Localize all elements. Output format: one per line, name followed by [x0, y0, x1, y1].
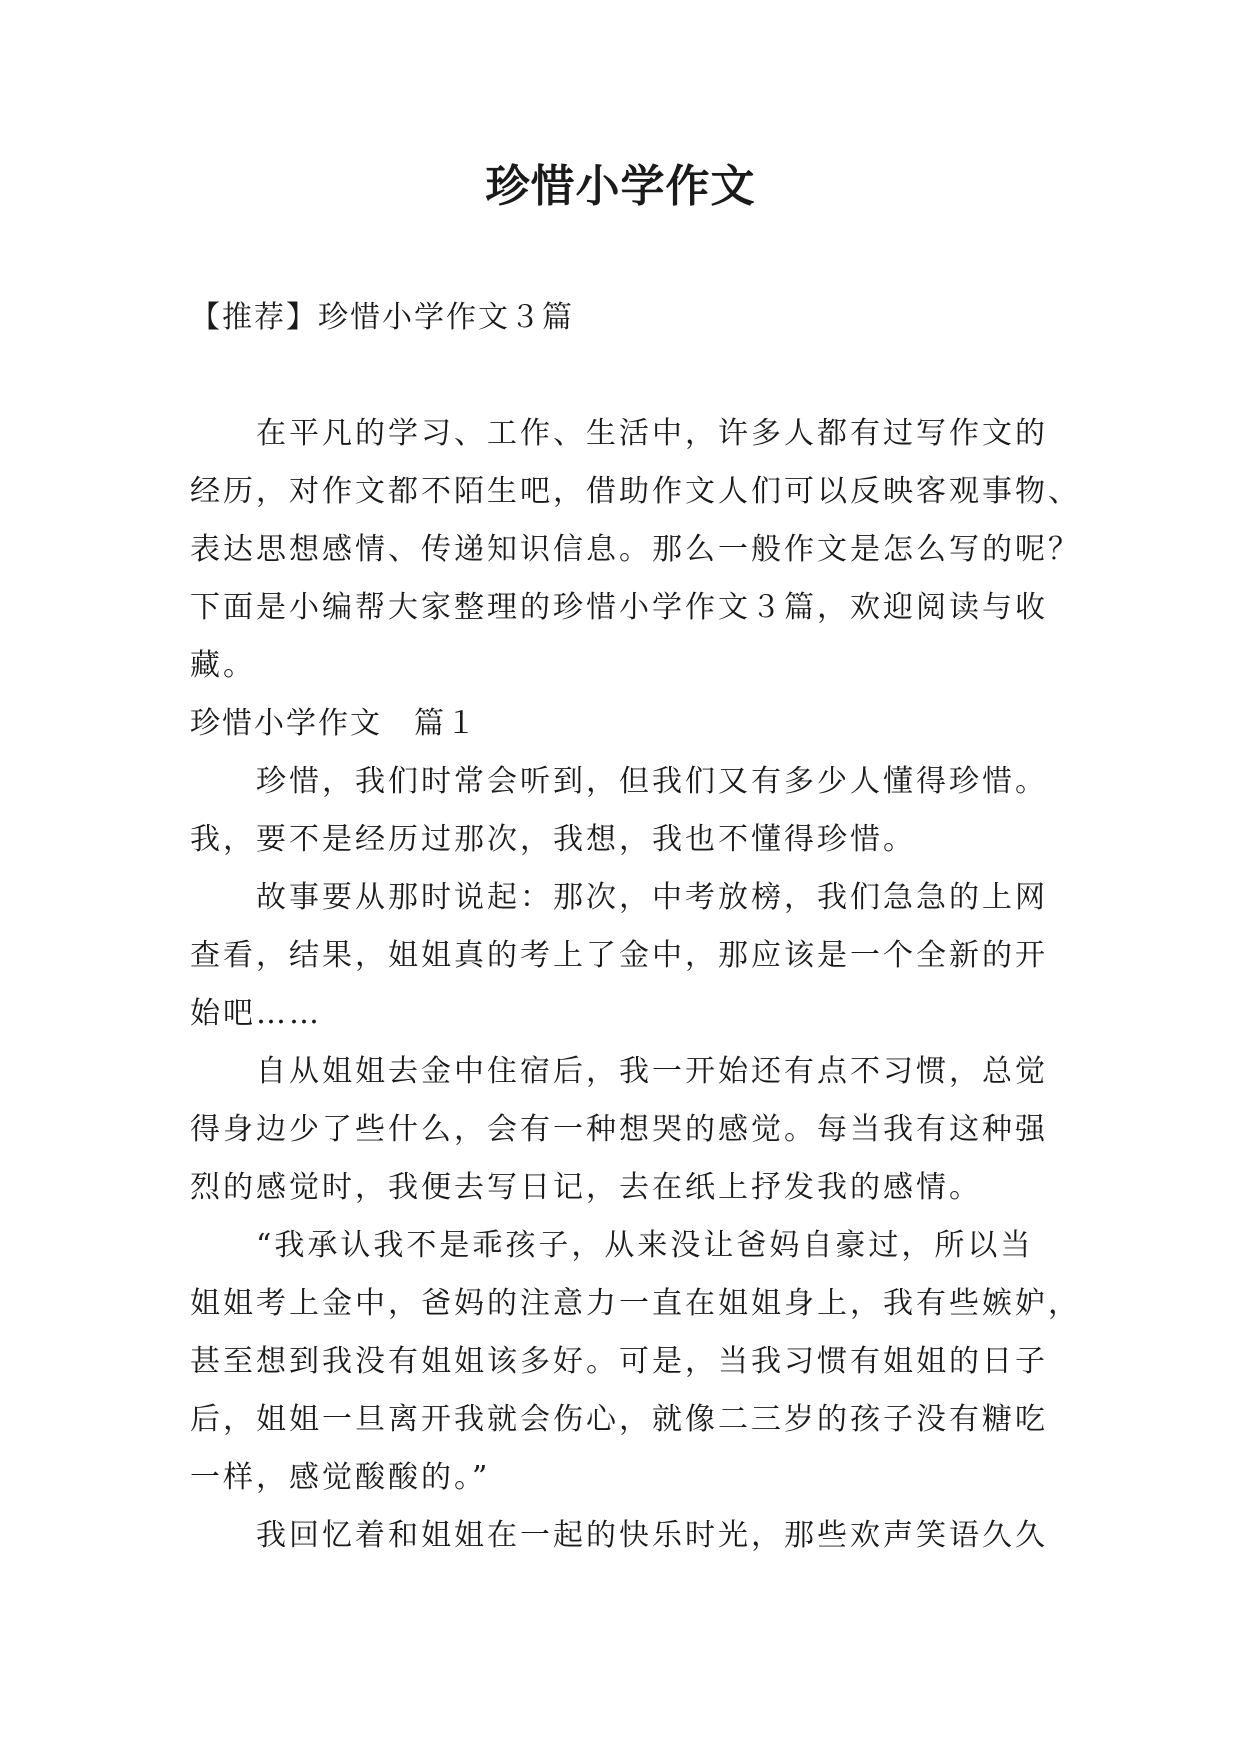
text-line: 珍惜，我们时常会听到，但我们又有多少人懂得珍惜。 [256, 764, 1048, 799]
text-line: 一样，感觉酸酸的。” [190, 1460, 491, 1495]
text-line: 得身边少了些什么，会有一种想哭的感觉。每当我有这种强 [190, 1112, 1048, 1147]
text-line: 烈的感觉时，我便去写日记，去在纸上抒发我的感情。 [190, 1170, 982, 1205]
text-line: 在平凡的学习、工作、生活中，许多人都有过写作文的 [256, 416, 1048, 451]
text-line: 藏。 [190, 648, 256, 683]
text-line: “我承认我不是乖孩子，从来没让爸妈自豪过，所以当 [256, 1228, 1034, 1263]
text-line: 下面是小编帮大家整理的珍惜小学作文３篇，欢迎阅读与收 [190, 590, 1048, 625]
text-line: 我回忆着和姐姐在一起的快乐时光，那些欢声笑语久久 [256, 1518, 1048, 1553]
text-line: 故事要从那时说起：那次，中考放榜，我们急急的上网 [256, 880, 1048, 915]
text-line: 姐姐考上金中，爸妈的注意力一直在姐姐身上，我有些嫉妒， [190, 1286, 1081, 1321]
document-body [190, 405, 1081, 1565]
text-line: 自从姐姐去金中住宿后，我一开始还有点不习惯，总觉 [256, 1054, 1048, 1089]
text-line: 查看，结果，姐姐真的考上了金中，那应该是一个全新的开 [190, 938, 1048, 973]
document-subtitle: 【推荐】珍惜小学作文３篇 [190, 300, 574, 335]
text-line: 表达思想感情、传递知识信息。那么一般作文是怎么写的呢？ [190, 532, 1081, 567]
section-heading: 珍惜小学作文 篇１ [190, 706, 478, 741]
document-title: 珍惜小学作文 [485, 161, 756, 212]
text-line: 我，要不是经历过那次，我想，我也不懂得珍惜。 [190, 822, 916, 857]
text-line: 经历，对作文都不陌生吧，借助作文人们可以反映客观事物、 [190, 474, 1081, 509]
text-line: 始吧…… [190, 996, 322, 1031]
text-line: 甚至想到我没有姐姐该多好。可是，当我习惯有姐姐的日子 [190, 1344, 1048, 1379]
text-line: 后，姐姐一旦离开我就会伤心，就像二三岁的孩子没有糖吃 [190, 1402, 1048, 1437]
